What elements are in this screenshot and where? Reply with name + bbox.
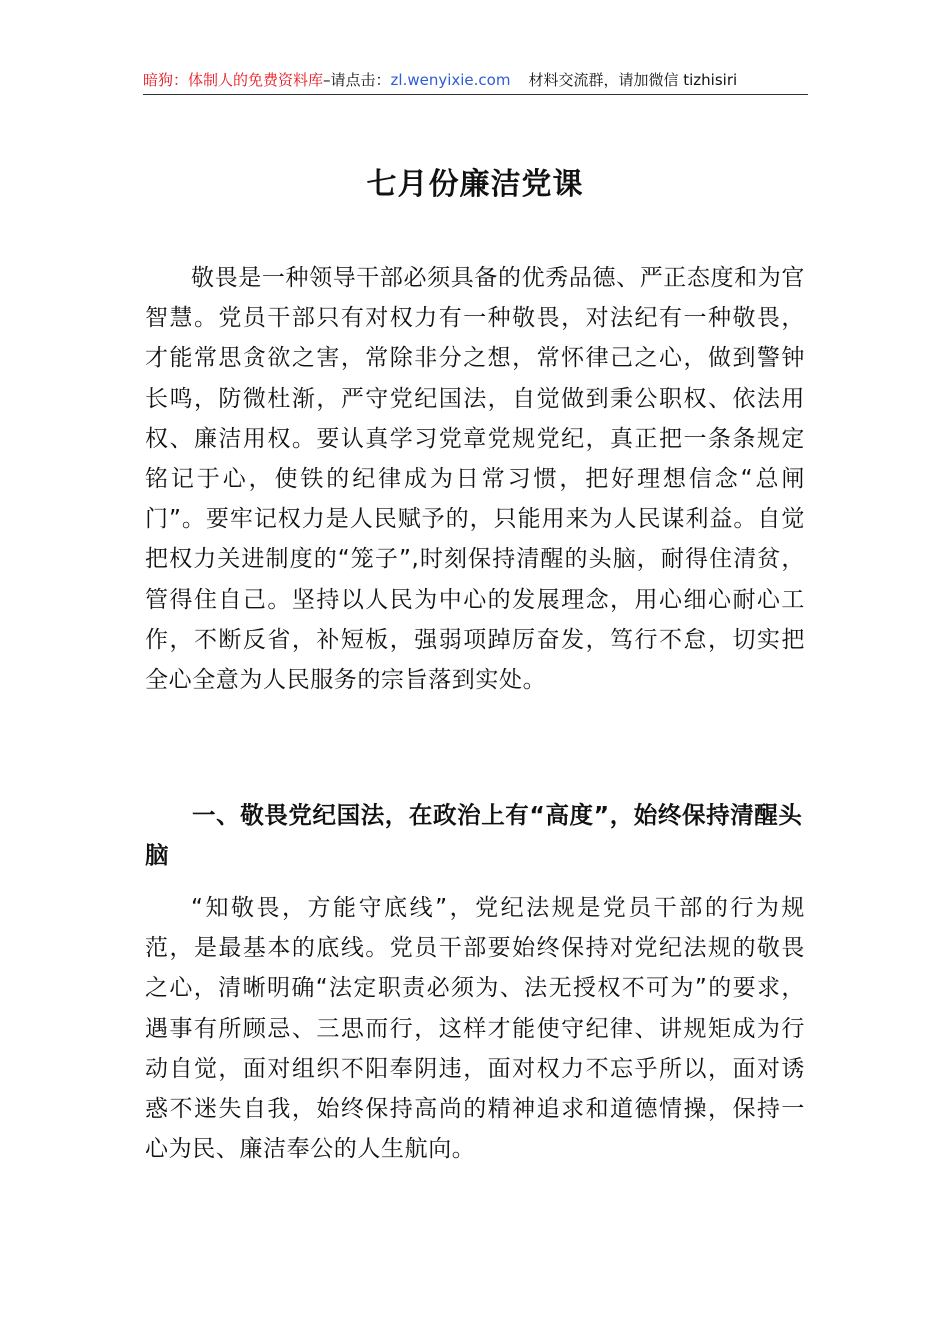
header-brand-text: 暗狗：体制人的免费资料库 — [143, 71, 324, 89]
intro-paragraph: 敬畏是一种领导干部必须具备的优秀品德、严正态度和为官智慧。党员干部只有对权力有一种敬畏，对法纪有一种敬畏，才能常思贪欲之害，常除非分之想，常怀律己之心，做到警钟长鸣，防微杜渐，严守党纪国法，自觉做到秉公职权、依法用权、廉洁用权。要认真学习党章党规党纪，真正把一条条规定铭记于心，使铁的纪律成为日常习惯，把好理想信念“总闸门”。要牢记权力是人民赋予的，只能用来为人民谋利益。自觉把权力关进制度的“笼子”,时刻保持清醒的头脑，耐得住清贫，管得住自己。坚持以人民为中心的发展理念，用心细心耐心工作，不断反省，补短板，强弱项踔厉奋发，笃行不怠，切实把全心全意为人民服务的宗旨落到实处。 — [145, 265, 805, 694]
section-1-paragraph: “知敬畏，方能守底线”，党纪法规是党员干部的行为规范，是最基本的底线。党员干部要始终保持对党纪法规的敬畏之心，清晰明确“法定职责必须为、法无授权不可为”的要求，遇事有所顾忌、三思而行，这样才能使守纪律、讲规矩成为行动自觉，面对组织不阳奉阴违，面对权力不忘乎所以，面对诱惑不迷失自我，始终保持高尚的精神追求和道德情操，保持一心为民、廉洁奉公的人生航向。 — [145, 895, 805, 1163]
document-title: 七月份廉洁党课 — [366, 167, 584, 202]
header-website-link[interactable]: zl.wenyixie.com — [390, 71, 511, 89]
page-header-banner — [143, 70, 808, 95]
header-contact-text: 材料交流群，请加微信 tizhisiri — [528, 71, 738, 89]
section-heading-1: 一、敬畏党纪国法，在政治上有“高度”，始终保持清醒头脑 — [145, 801, 803, 869]
header-click-prompt: –请点击： — [323, 71, 391, 89]
